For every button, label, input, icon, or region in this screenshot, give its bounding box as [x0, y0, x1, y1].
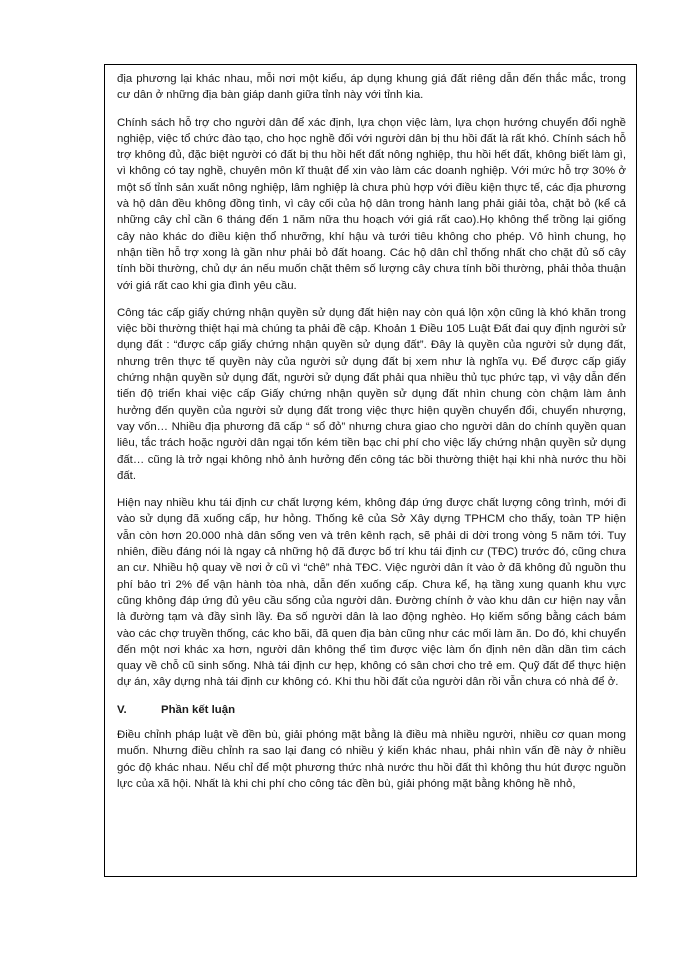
- paragraph-conclusion: Điều chỉnh pháp luật về đền bù, giải phóng mặt bằng là điều mà nhiều người, nhiều cơ quan mong muốn. Nhưng điều chỉnh ra sao lại đang có nhiều ý kiến khác nhau, phải nhìn vấn đề này ở nhiều góc độ khác nhau. Nếu chỉ để một phương thức nhà nước thu hồi đất thì không thu hút được nguồn lực của xã hội. Nhất là khi chi phí cho công tác đền bù, giải phóng mặt bằng không hề nhỏ,: [117, 728, 626, 790]
- paragraph-continued: địa phương lại khác nhau, mỗi nơi một kiểu, áp dụng khung giá đất riêng dẫn đến thắc mắc, trong cư dân ở những địa bàn giáp danh giữa tỉnh này với tỉnh kia.: [117, 73, 626, 102]
- page-border: [104, 64, 637, 877]
- paragraph-resettlement: Hiện nay nhiều khu tái định cư chất lượng kém, không đáp ứng được chất lượng công trình, mới đi vào sử dụng đã xuống cấp, hư hỏng. Thống kê của Sở Xây dựng TPHCM cho thấy, toàn TP hiện vẫn còn hơn 20.000 nhà dân sống ven và trên kênh rạch, sẽ phải di dời trong vòng 5 năm tới. Tuy nhiên, điều đáng nói là ngay cả những hộ đã được bố trí khu tái định cư (TĐC) trước đó, cũng chưa an cư. Nhiều hộ quay về nơi ở cũ vì “chê” nhà TĐC. Việc người dân ít vào ở đã không đủ nguồn thu phí bảo trì 2% để vận hành tòa nhà, dẫn đến xuống cấp. Chưa kể, hạ tầng xung quanh khu vực cũng không đáp ứng đủ yêu cầu sống của người dân. Đường chính ở vào khu dân cư hiện nay vẫn là đường tạm và đầy sình lầy. Đa số người dân là lao động nghèo. Họ kiếm sống bằng cách bám vào các chợ truyền thống, các kho bãi, đã quen địa bàn cũng như các mối làm ăn. Do đó, khi chuyển đến một nơi khác xa hơn, người dân không thể tìm được việc làm ổn định nên dần dần tìm cách quay về chỗ cũ sinh sống. Nhà tái định cư hẹp, không có sân chơi cho trẻ em. Quỹ đất để thực hiện dự án, xây dựng nhà tái định cư không có. Khi thu hồi đất của người dân rồi vẫn chưa có nhà để ở.: [117, 497, 626, 689]
- section-title: Phần kết luận: [161, 703, 236, 716]
- paragraph-land-certificate: Công tác cấp giấy chứng nhận quyền sử dụng đất hiện nay còn quá lộn xộn cũng là khó khăn trong việc bồi thường thiệt hại mà chúng ta phải đề cập. Khoản 1 Điều 105 Luật Đất đai quy định người sử dụng đất : “được cấp giấy chứng nhận quyền sử dụng đất”. Đây là quyền của người sử dụng đất, nhưng trên thực tế quyền này của người sử dụng đất bị xem như là nghĩa vụ. Để được cấp giấy chứng nhận quyền sử dụng đất, người sử dụng đất phải qua nhiều thủ tục phức tạp, vì vậy dẫn đến tiến độ triển khai việc cấp Giấy chứng nhận quyền sử dụng đất nhìn chung còn chậm làm ảnh hưởng đến quyền của người sử dụng đất trong việc thực hiện quyền chuyển đổi, chuyển nhượng, vay vốn… Nhiều địa phương đã cấp “ sổ đỏ” nhưng chưa giao cho người dân do chính quyền quan liêu, tắc trách hoặc người dân ngại tốn kém tiền bạc chi phí cho việc lấy chứng nhận quyền sử dụng đất… cũng là trở ngại không nhỏ ảnh hưởng đến công tác bồi thường thiệt hại khi nhà nước thu hồi đất.: [117, 306, 626, 482]
- document-body: [117, 71, 626, 792]
- paragraph-support-policy: Chính sách hỗ trợ cho người dân để xác định, lựa chọn việc làm, lựa chọn hướng chuyển đổi nghề nghiệp, việc tổ chức đào tạo, cho học nghề đối với người dân bị thu hồi đất là rất khó. Chính sách hỗ trợ không đủ, đặc biệt người có đất bị thu hồi hết đất nông nghiệp, thu hồi hết đất, không biết làm gì, vì không có tay nghề, chuyên môn kĩ thuật để xin vào làm các doanh nghiệp. Với mức hỗ trợ 30% ở một số tỉnh sản xuất nông nghiệp, lâm nghiệp là chưa phù hợp với điều kiện thực tế, các địa phương và hộ dân đều không đồng tình, vì cây cối của hộ dân trong hành lang phải giải tỏa, chặt bỏ (kể cả những cây chỉ cần 6 tháng đến 1 năm nữa thu hoạch với giá rất cao).Họ không thể trồng lại giống cây nào khác do điều kiện thổ nhưỡng, khí hậu và tưới tiêu không cho phép. Vô hình chung, họ nhận tiền hỗ trợ xong là gần như phải bỏ đất hoang. Các hộ dân chỉ thống nhất cho chặt đủ số cây tính bồi thường, chủ dự án nếu muốn chặt thêm số lượng cây chưa tính bồi thường, phải thỏa thuận với giá rất cao khi gia đình yêu cầu.: [117, 116, 626, 292]
- section-heading: [117, 702, 626, 718]
- section-number: V.: [117, 703, 127, 716]
